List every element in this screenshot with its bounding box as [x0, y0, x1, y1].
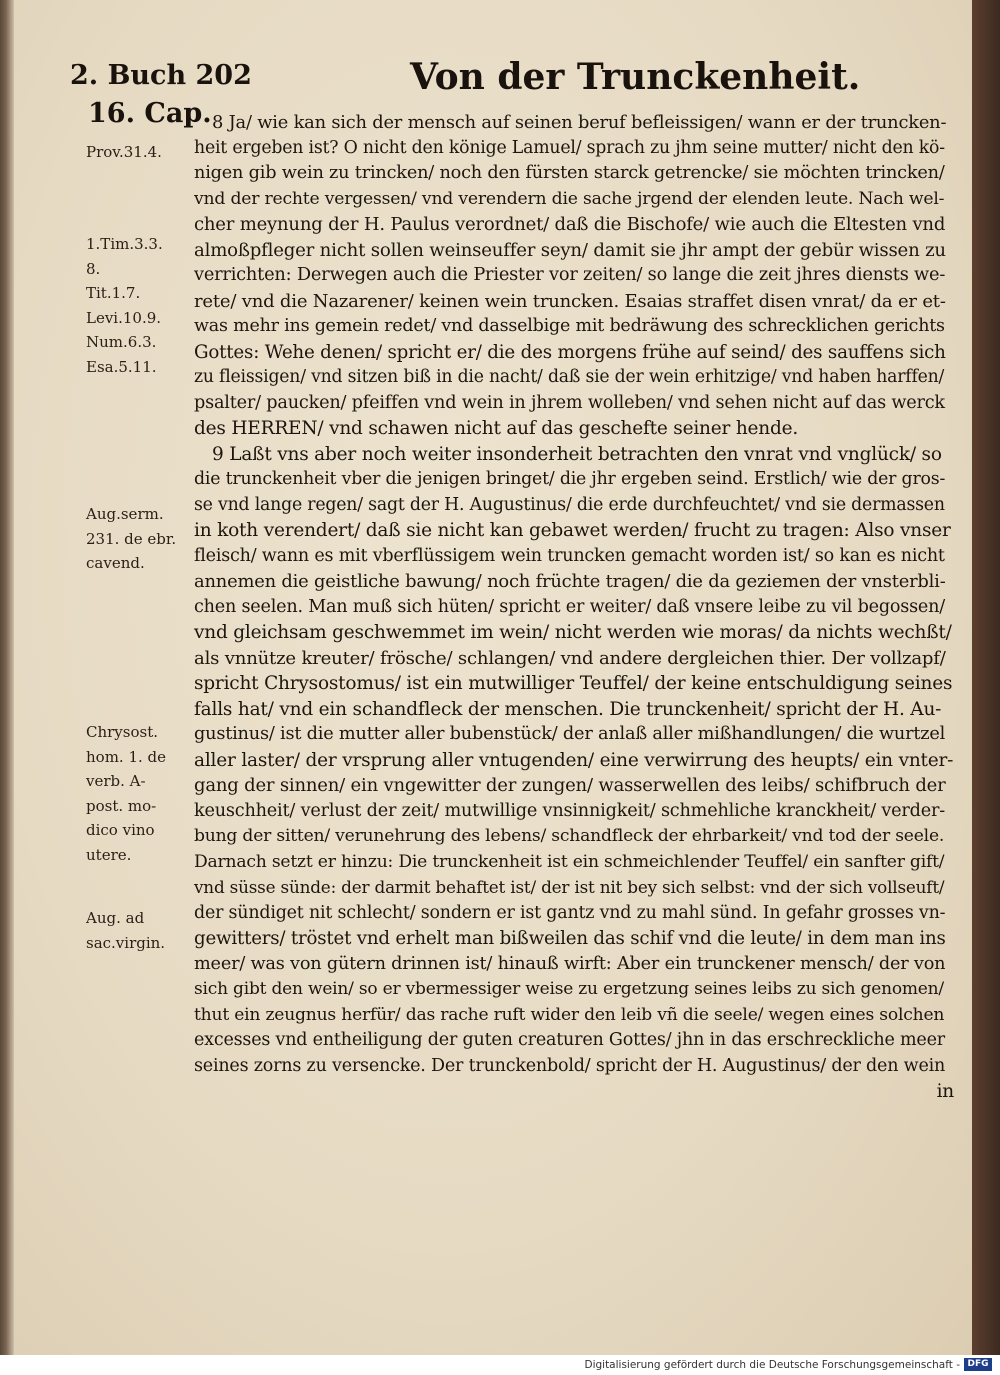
page-title: Von der Trunckenheit. [410, 56, 861, 98]
margin-line: Esa.5.11. [86, 357, 157, 376]
text-line: gang der sinnen/ ein vngewitter der zungen/ wasserwellen des leibs/ schifbruch der [194, 775, 946, 796]
margin-line: 8. [86, 259, 101, 278]
margin-line: Levi.10.9. [86, 308, 162, 327]
margin-line: Prov.31.4. [86, 143, 162, 161]
text-line: aller laster/ der vrsprung aller vntugenden/ eine verwirrung des heupts/ ein vnter- [194, 749, 954, 771]
margin-line: verb. A- [86, 772, 146, 790]
text-line: die trunckenheit vber die jenigen bringet/ die jhr ergeben seind. Erstlich/ wie der gros- [194, 469, 946, 489]
text-line: sich gibt den wein/ so er vbermessiger weise zu ergetzung seines leibs zu sich genomen/ [194, 979, 944, 999]
running-head-book-page: 2. Buch 202 [70, 60, 252, 91]
chapter-label: 16. Cap. [88, 98, 212, 129]
text-line: als vnnütze kreuter/ frösche/ schlangen/ vnd andere dergleichen thier. Der vollzapf/ [194, 647, 946, 669]
body-text [194, 110, 954, 1105]
text-line: annemen die geistliche bawung/ noch früchte tragen/ die da geziemen der vnsterbli- [194, 571, 946, 592]
text-line: 8 Ja/ wie kan sich der mensch auf seinen beruf befleissigen/ wann er der truncken- [212, 112, 947, 133]
text-line: gustinus/ ist die mutter aller bubenstück/ der anlaß aller mißhandlungen/ die wurtzel [194, 724, 946, 744]
text-line: des HERREN/ vnd schawen nicht auf das geschefte seiner hende. [194, 418, 799, 439]
margin-line: dico vino [86, 821, 155, 839]
margin-line: Aug.serm. [86, 505, 164, 523]
text-line: heit ergeben ist? O nicht den könige Lamuel/ sprach zu jhm seine mutter/ nicht den kö- [194, 137, 945, 158]
margin-line: Chrysost. [86, 723, 159, 741]
text-line: vnd gleichsam geschwemmet im wein/ nicht werden wie moras/ da nichts wechßt/ [194, 622, 952, 643]
text-line: 9 Laßt vns aber noch weiter insonderheit betrachten den vnrat vnd vnglück/ so [212, 443, 942, 465]
margin-line: Tit.1.7. [86, 284, 141, 302]
text-line: der sündiget nit schlecht/ sondern er ist gantz vnd zu mahl sünd. In gefahr grosses vn- [194, 902, 946, 923]
text-line: rete/ vnd die Nazarener/ keinen wein truncken. Esaias straffet disen vnrat/ da er et- [194, 290, 946, 312]
text-line: Gottes: Wehe denen/ spricht er/ die des morgens frühe auf seind/ des sauffens sich [194, 341, 946, 363]
dfg-logo-icon: DFG [964, 1358, 992, 1371]
text-line: keuschheit/ verlust der zeit/ mutwillige vnsinnigkeit/ schmehliche kranckheit/ verder- [194, 800, 946, 821]
text-line: fleisch/ wann es mit vberflüssigem wein truncken gemacht worden ist/ so kan es nicht [194, 545, 945, 566]
text-line: spricht Chrysostomus/ ist ein mutwilliger Teuffel/ der keine entschuldigung seines [194, 673, 953, 694]
text-line: bung der sitten/ verunehrung des lebens/ schandfleck der ehrbarkeit/ vnd tod der seele. [194, 826, 945, 846]
text-line: se vnd lange regen/ sagt der H. Augustinus/ die erde durchfeuchtet/ vnd sie dermassen [194, 494, 945, 515]
margin-line: utere. [86, 845, 132, 864]
margin-line: sac.virgin. [86, 933, 166, 952]
text-line: excesses vnd entheiligung der guten creaturen Gottes/ jhn in das erschreckliche meer [194, 1030, 945, 1050]
text-line: Darnach setzt er hinzu: Die trunckenheit ist ein schmeichlender Teuffel/ ein sanfter gift/ [194, 851, 945, 872]
text-line: nigen gib wein zu trincken/ noch den fürsten starck getrencke/ sie möchten trincken/ [194, 163, 945, 183]
margin-line: 1.Tim.3.3. [86, 235, 163, 253]
text-line: psalter/ paucken/ pfeiffen vnd wein in jhrem wolleben/ vnd sehen nicht auf das werck [194, 392, 945, 413]
text-line: chen seelen. Man muß sich hüten/ spricht er weiter/ daß vnsere leibe zu vil begossen/ [194, 596, 945, 617]
margin-line: post. mo- [86, 796, 157, 815]
text-line: falls hat/ vnd ein schandfleck der menschen. Die trunckenheit/ spricht der H. Au- [194, 698, 942, 720]
text-line: verrichten: Derwegen auch die Priester vor zeiten/ so lange die zeit jhres diensts we- [194, 265, 946, 285]
text-line: zu fleissigen/ vnd sitzen biß in die nacht/ daß sie der wein erhitzige/ vnd haben harffen/ [194, 367, 945, 387]
margin-line: Num.6.3. [86, 333, 157, 351]
margin-note-aug-virgin [86, 906, 196, 955]
margin-line: Aug. ad [86, 909, 145, 927]
text-line: was mehr ins gemein redet/ vnd dasselbige mit bedräwung des schrecklichen gerichts [194, 316, 945, 336]
text-line: gewitters/ tröstet vnd erhelt man bißweilen das schif vnd die leute/ in dem man ins [194, 928, 946, 949]
text-line: almoßpfleger nicht sollen weinseuffer seyn/ damit sie jhr ampt der gebür wissen zu [194, 239, 946, 261]
margin-note-chrysost [86, 720, 196, 867]
margin-line: hom. 1. de [86, 747, 167, 766]
footer-credit: Digitalisierung gefördert durch die Deutsche Forschungsgemeinschaft - [584, 1359, 960, 1371]
text-line: in koth verendert/ daß sie nicht kan gebawet werden/ frucht zu tragen: Also vnser [194, 520, 951, 541]
text-line: vnd der rechte vergessen/ vnd verendern die sache jrgend der elenden leute. Nach wel- [194, 188, 945, 209]
text-line: thut ein zeugnus herfür/ das rache ruft wider den leib vñ die seele/ wegen eines solchen [194, 1004, 945, 1025]
text-line: vnd süsse sünde: der darmit behaftet ist/ der ist nit bey sich selbst: vnd der sich vollseuft/ [194, 877, 945, 897]
margin-note-tim [86, 232, 196, 379]
margin-note-prov [86, 140, 196, 165]
text-line: cher meynung der H. Paulus verordnet/ daß die Bischofe/ wie auch die Eltesten vnd [194, 214, 946, 235]
text-line: seines zorns zu versencke. Der trunckenbold/ spricht der H. Augustinus/ der den wein [194, 1055, 946, 1076]
margin-line: cavend. [86, 554, 145, 572]
text-line: meer/ was von gütern drinnen ist/ hinauß wirft: Aber ein trunckener mensch/ der von [194, 953, 946, 974]
margin-line: 231. de ebr. [86, 529, 177, 548]
margin-note-aug-serm [86, 502, 196, 576]
catchword: in [936, 1081, 954, 1102]
